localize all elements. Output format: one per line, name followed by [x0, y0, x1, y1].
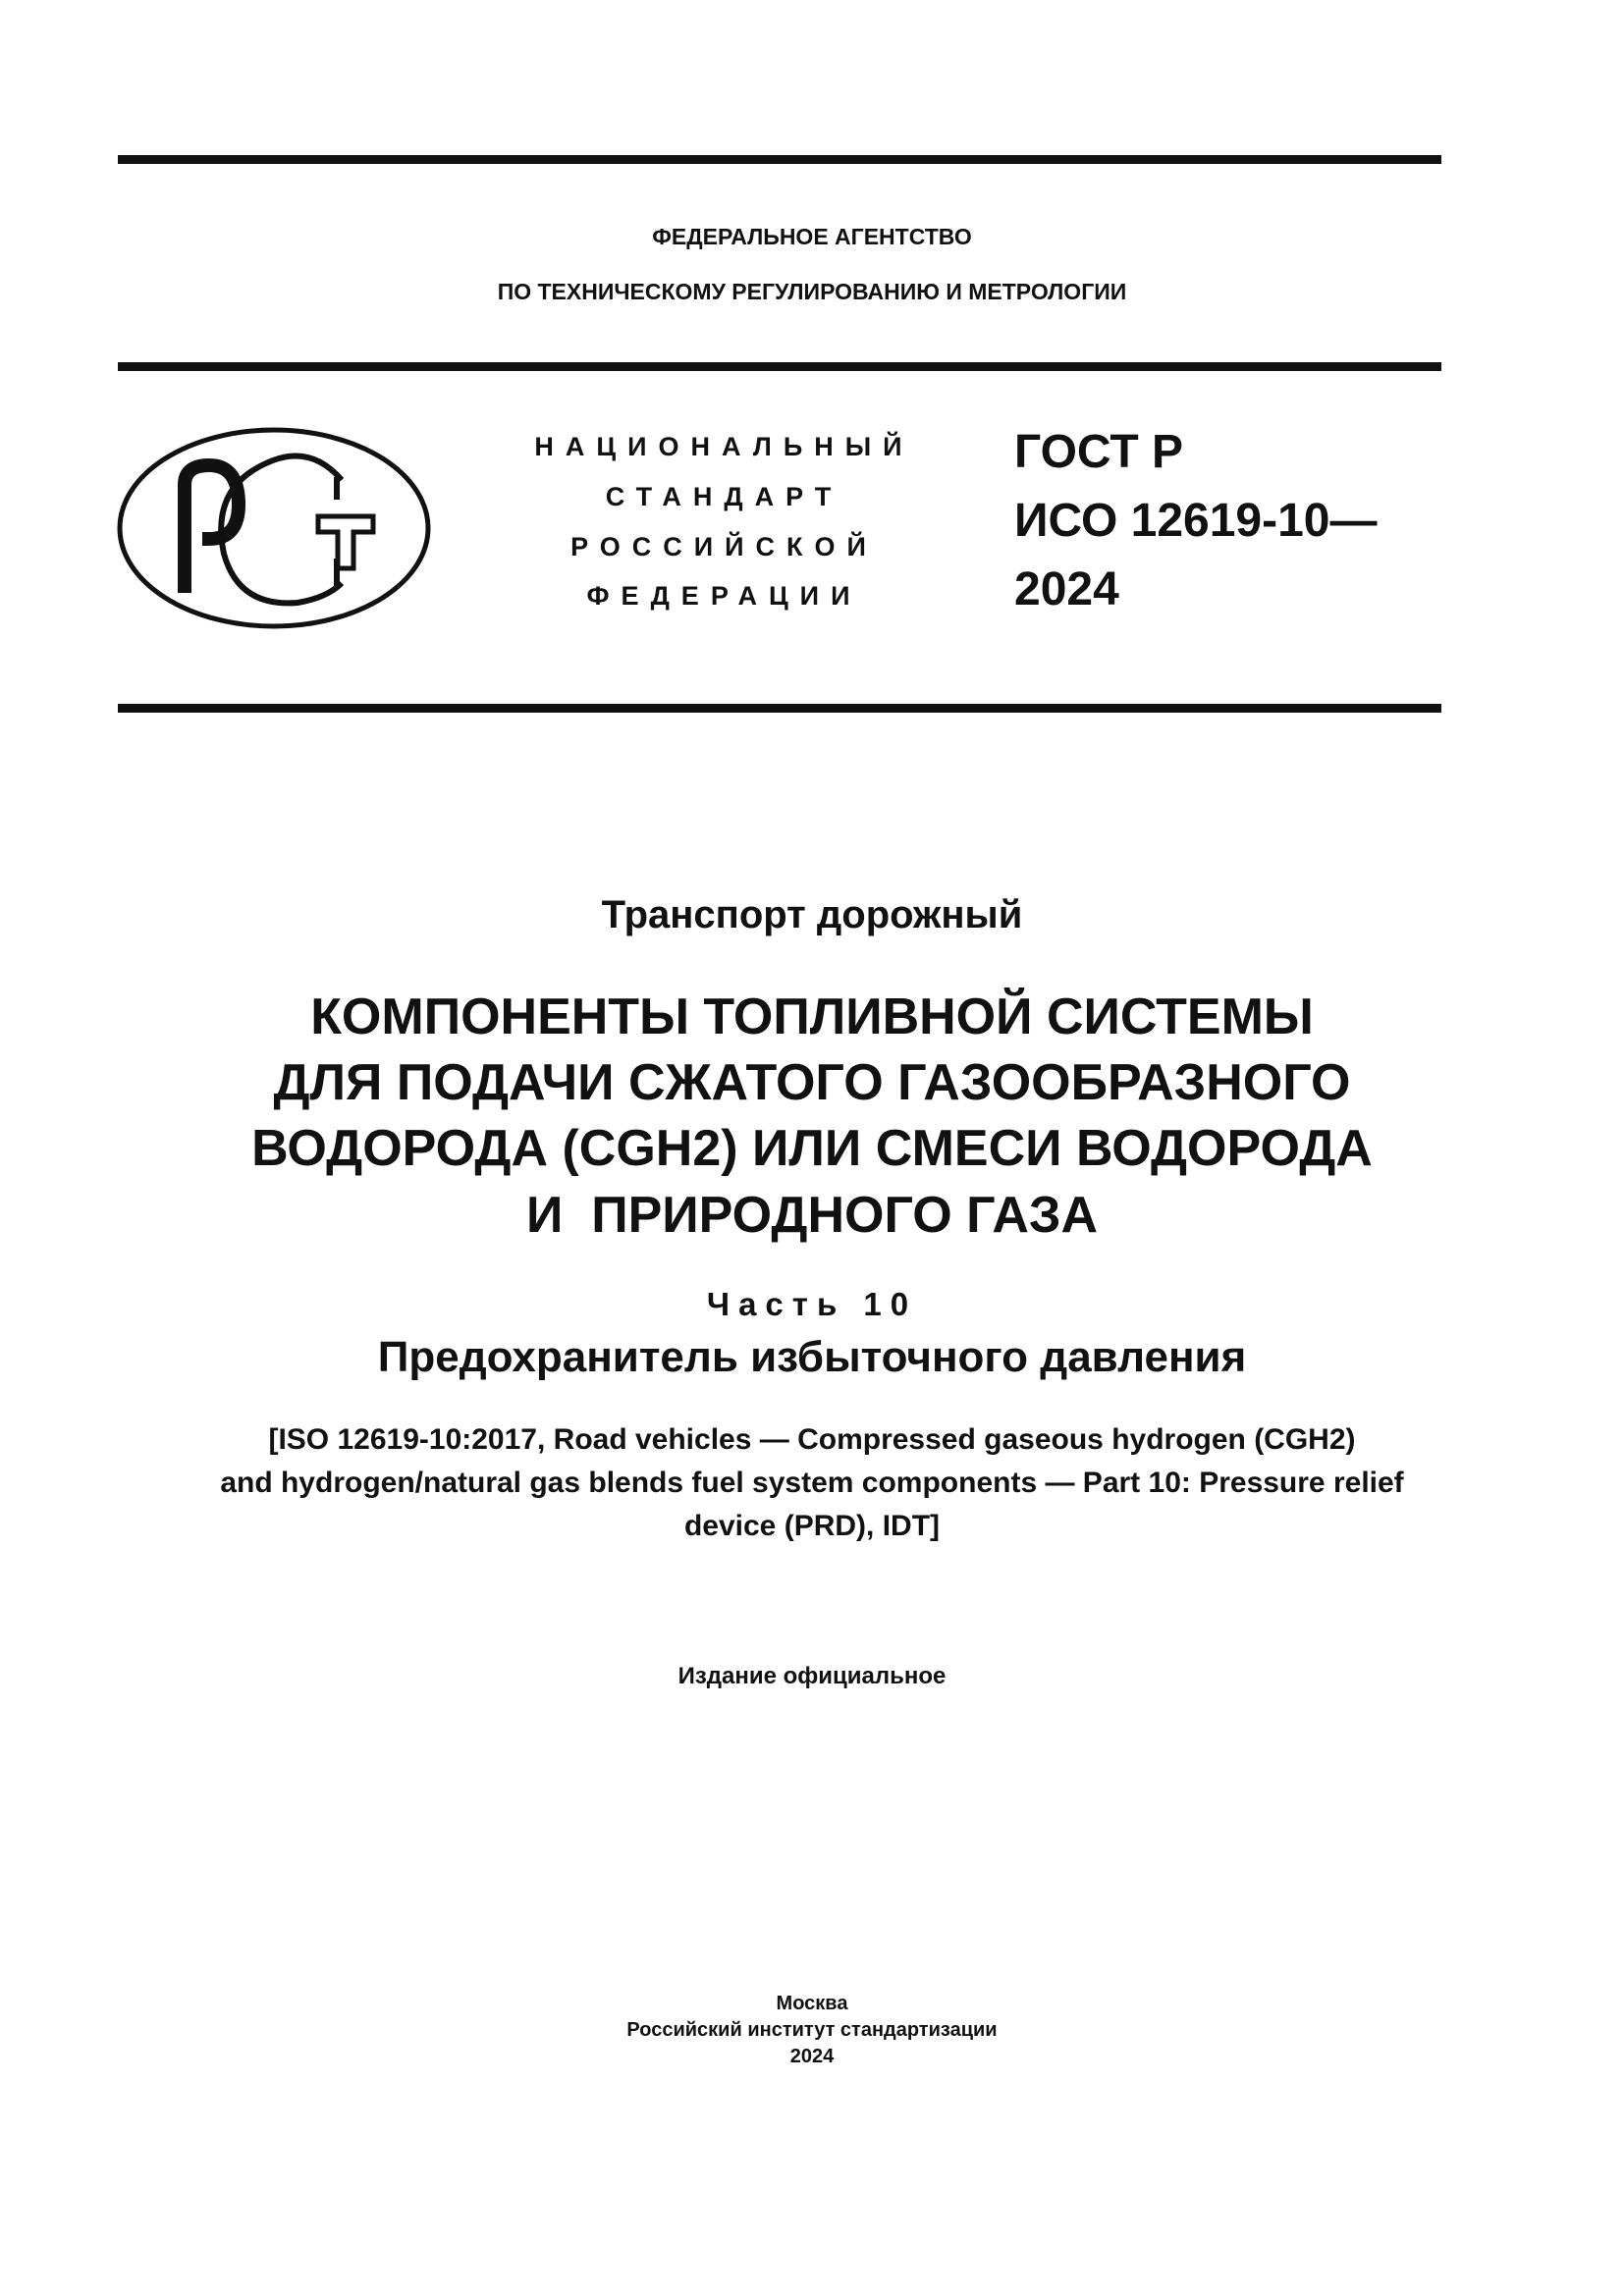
designation-line-1: ГОСТ Р: [1014, 426, 1184, 478]
agency-line-2: ПО ТЕХНИЧЕСКОМУ РЕГУЛИРОВАНИЮ И МЕТРОЛОГИИ: [497, 279, 1127, 304]
rst-logo: [116, 426, 432, 630]
agency-line-1: ФЕДЕРАЛЬНОЕ АГЕНТСТВО: [652, 224, 972, 249]
national-standard-line-2: СТАНДАРТ: [605, 482, 843, 511]
title-line-1: КОМПОНЕНТЫ ТОПЛИВНОЙ СИСТЕМЫ: [310, 988, 1314, 1045]
part-title: Предохранитель избыточного давления: [377, 1333, 1247, 1381]
part-number: Часть 10: [706, 1286, 918, 1322]
subject: Транспорт дорожный: [601, 893, 1023, 936]
imprint-publisher: Российский институт стандартизации: [626, 2019, 998, 2041]
designation-line-3: 2024: [1014, 563, 1119, 615]
top-rule: [118, 155, 1441, 164]
imprint-year: 2024: [789, 2046, 835, 2067]
national-standard-line-3: РОССИЙСКОЙ: [570, 532, 878, 561]
header-bottom-rule: [118, 704, 1441, 713]
iso-ref-line-2: and hydrogen/natural gas blends fuel system components — Part 10: Pressure relief: [220, 1467, 1404, 1499]
iso-ref-line-3: device (PRD), IDT]: [683, 1510, 941, 1542]
imprint-city: Москва: [776, 1993, 848, 2014]
title-line-3: ВОДОРОДА (CGH2) ИЛИ СМЕСИ ВОДОРОДА: [251, 1120, 1373, 1177]
national-standard-line-4: ФЕДЕРАЦИИ: [586, 581, 862, 611]
header-rule: [118, 362, 1441, 371]
designation-line-2: ИСО 12619-10—: [1014, 495, 1378, 547]
title-line-4: И ПРИРОДНОГО ГАЗА: [525, 1187, 1099, 1244]
title-line-2: ДЛЯ ПОДАЧИ СЖАТОГО ГАЗООБРАЗНОГО: [273, 1054, 1351, 1111]
national-standard-line-1: НАЦИОНАЛЬНЫЙ: [534, 432, 914, 461]
edition-note: Издание официальное: [677, 1663, 947, 1689]
iso-ref-line-1: [ISO 12619-10:2017, Road vehicles — Compressed gaseous hydrogen (CGH2): [268, 1423, 1356, 1456]
